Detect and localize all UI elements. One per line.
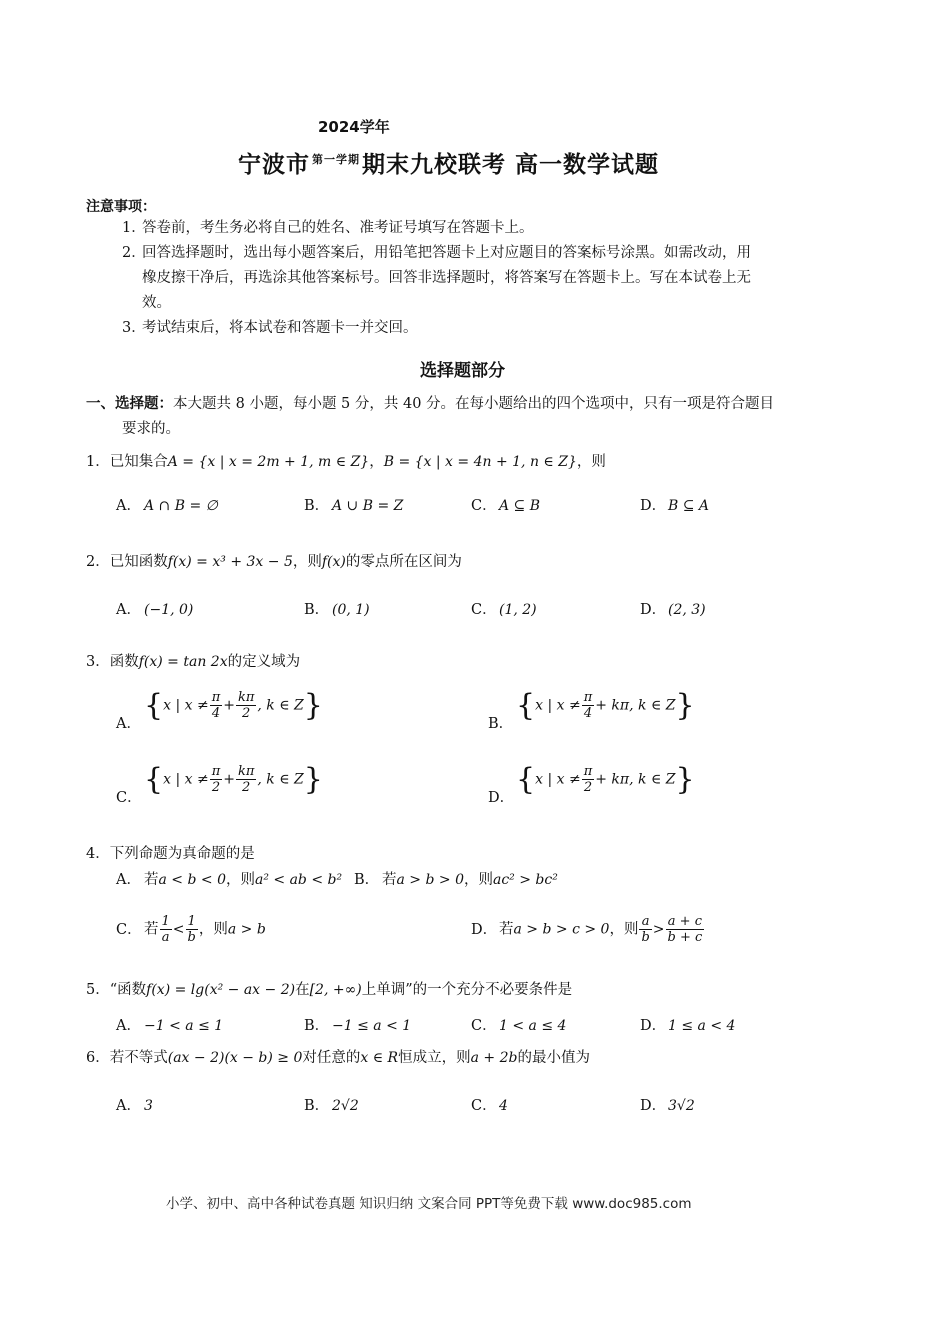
- option-label: C．: [116, 921, 142, 938]
- question-number: 2．: [86, 554, 110, 570]
- page-footer: 小学、初中、高中各种试卷真题 知识归纳 文案合同 PPT等免费下载 www.doc985.com: [166, 1196, 692, 1212]
- option-label: C．: [471, 498, 497, 514]
- option-math: a² < ab < b²: [254, 872, 343, 888]
- question-text: 在: [295, 982, 310, 998]
- question-3: [86, 650, 300, 671]
- question-text: 对任意的: [302, 1050, 361, 1066]
- option-math: 3: [144, 1098, 153, 1114]
- option-math: A ⊆ B: [499, 498, 541, 514]
- option-label: D．: [488, 789, 515, 806]
- option-label: B．: [304, 602, 330, 618]
- option-label: A．: [116, 715, 141, 732]
- question-text: “函数: [109, 982, 147, 998]
- option-math: a < b < 0: [158, 872, 226, 888]
- option-label: C．: [471, 1098, 497, 1114]
- option-label: A．: [116, 1098, 141, 1114]
- question-text: 恒成立，则: [398, 1050, 471, 1066]
- option-c[interactable]: [116, 762, 323, 807]
- option-label: A．: [116, 872, 141, 888]
- option-math: (−1, 0): [144, 602, 194, 618]
- option-math: $\frac{1}{a}$: [161, 914, 170, 945]
- question-number: 3．: [86, 654, 110, 670]
- title-term: 第一学期: [312, 153, 360, 166]
- option-c[interactable]: [471, 1014, 566, 1035]
- notice-item-text: 回答选择题时，选出每小题答案后，用铅笔把答题卡上对应题目的答案标号涂黑。如需改动，用: [142, 245, 751, 261]
- option-math: A ∩ B = ∅: [144, 498, 218, 514]
- option-math: {x | x ≠ $\frac{\pi}{4}$ + $\frac{k\pi}{2}$ , k ∈ Z}: [144, 688, 323, 723]
- option-math: (0, 1): [332, 602, 370, 618]
- option-d[interactable]: [640, 1094, 695, 1115]
- question-text: 上单调”的一个充分不必要条件是: [361, 982, 573, 998]
- option-label: D．: [640, 602, 667, 618]
- question-4: [86, 842, 255, 863]
- part-text: 本大题共 8 小题，每小题 5 分，共 40 分。在每小题给出的四个选项中，只有一项是符合题目: [173, 396, 775, 412]
- option-label: B．: [354, 872, 380, 888]
- option-label: C．: [471, 1018, 497, 1034]
- option-math: $\frac{a + c}{b + c}$: [667, 914, 703, 945]
- section-title: 选择题部分: [420, 361, 505, 381]
- question-text: ，则: [576, 454, 606, 470]
- option-math: B ⊆ A: [668, 498, 710, 514]
- option-math: −1 < a ≤ 1: [144, 1018, 224, 1034]
- question-text: ，则: [292, 554, 322, 570]
- option-a[interactable]: A． 若a < b < 0，则a² < ab < b²: [116, 868, 342, 889]
- option-math: (1, 2): [499, 602, 537, 618]
- option-label: B．: [304, 1098, 330, 1114]
- title-city: 宁波市: [238, 152, 310, 178]
- option-a[interactable]: [116, 494, 218, 515]
- question-5: [86, 978, 572, 999]
- question-text: 的零点所在区间为: [345, 554, 462, 570]
- math-expression: a + 2b: [470, 1050, 518, 1066]
- option-math: {x | x ≠ $\frac{\pi}{2}$ + kπ, k ∈ Z}: [516, 762, 695, 797]
- option-b[interactable]: [304, 1014, 411, 1035]
- option-math: $\frac{a}{b}$: [641, 914, 650, 945]
- option-math: (2, 3): [668, 602, 706, 618]
- question-text: 的定义域为: [227, 654, 301, 670]
- exam-year: 2024学年: [318, 118, 390, 136]
- option-math: ac² > bc²: [492, 872, 558, 888]
- question-text: ，: [369, 454, 384, 470]
- question-number: 4．: [86, 846, 110, 862]
- option-b[interactable]: [304, 494, 403, 515]
- math-expression: A = {x | x = 2m + 1, m ∈ Z}: [167, 454, 370, 470]
- option-label: D．: [640, 498, 667, 514]
- notice-item-continuation: 橡皮擦干净后，再选涂其他答案标号。回答非选择题时，将答案写在答题卡上。写在本试卷上无: [142, 270, 751, 286]
- option-b[interactable]: B． 若a > b > 0，则ac² > bc²: [354, 868, 558, 889]
- option-math: {x | x ≠ $\frac{\pi}{4}$ + kπ, k ∈ Z}: [516, 688, 695, 723]
- option-d[interactable]: [640, 494, 709, 515]
- option-math: −1 ≤ a < 1: [332, 1018, 412, 1034]
- notice-item-text: 考试结束后，将本试卷和答题卡一并交回。: [142, 320, 418, 336]
- math-expression: f(x) = lg(x² − ax − 2): [146, 982, 296, 998]
- option-b[interactable]: [304, 1094, 359, 1115]
- math-expression: (ax − 2)(x − b) ≥ 0: [167, 1050, 303, 1066]
- option-label: B．: [304, 1018, 330, 1034]
- option-label: C．: [471, 602, 497, 618]
- question-2: [86, 550, 462, 571]
- option-c[interactable]: [471, 1094, 508, 1115]
- math-expression: x ∈ R: [360, 1050, 399, 1066]
- notice-item-number: 1．: [122, 220, 146, 236]
- option-label: B．: [304, 498, 330, 514]
- option-math: 1 ≤ a < 4: [668, 1018, 736, 1034]
- option-math: 2√2: [332, 1098, 359, 1114]
- notice-heading: 注意事项：: [86, 199, 156, 215]
- option-d[interactable]: [640, 1014, 735, 1035]
- option-b[interactable]: [304, 598, 370, 619]
- option-label: C．: [116, 789, 142, 806]
- option-a[interactable]: [116, 598, 193, 619]
- option-label: D．: [640, 1098, 667, 1114]
- option-label: D．: [640, 1018, 667, 1034]
- option-c[interactable]: C． 若 $\frac{1}{a}$ < $\frac{1}{b}$ ，则a > b: [116, 914, 266, 945]
- option-math: a > b > 0: [396, 872, 464, 888]
- math-expression: f(x): [321, 554, 346, 570]
- question-number: 1．: [86, 454, 110, 470]
- question-1: [86, 450, 606, 471]
- question-number: 5．: [86, 982, 110, 998]
- option-math: a > b > c > 0: [513, 921, 610, 938]
- part-label: 一、选择题：: [86, 396, 173, 412]
- option-d[interactable]: D． 若a > b > c > 0，则 $\frac{a}{b}$ > $\frac{a + c}{b + c}$: [471, 914, 703, 945]
- option-c[interactable]: [471, 494, 540, 515]
- option-a[interactable]: [116, 688, 323, 733]
- option-label: A．: [116, 498, 141, 514]
- option-a[interactable]: [116, 1094, 153, 1115]
- option-b[interactable]: [488, 688, 695, 733]
- option-math: 4: [499, 1098, 508, 1114]
- question-number: 6．: [86, 1050, 110, 1066]
- notice-item-number: 2．: [122, 245, 146, 261]
- option-math: {x | x ≠ $\frac{\pi}{2}$ + $\frac{k\pi}{2}$ , k ∈ Z}: [144, 762, 323, 797]
- math-expression: f(x) = x³ + 3x − 5: [167, 554, 293, 570]
- question-text: 函数: [109, 654, 139, 670]
- option-label: A．: [116, 1018, 141, 1034]
- option-d[interactable]: [640, 598, 706, 619]
- option-math: A ∪ B = Z: [332, 498, 404, 514]
- question-6: [86, 1046, 590, 1067]
- notice-item: [122, 241, 867, 316]
- notice-item-continuation: 效。: [142, 295, 171, 311]
- option-math: 1 < a ≤ 4: [499, 1018, 567, 1034]
- option-d[interactable]: [488, 762, 695, 807]
- question-text: 下列命题为真命题的是: [109, 846, 255, 862]
- option-math: a > b: [227, 921, 266, 938]
- option-c[interactable]: [471, 598, 537, 619]
- question-text: 若不等式: [109, 1050, 168, 1066]
- math-expression: [2, +∞): [309, 982, 362, 998]
- exam-title: [238, 146, 659, 179]
- option-math: 3√2: [668, 1098, 695, 1114]
- math-expression: B = {x | x = 4n + 1, n ∈ Z}: [383, 454, 577, 470]
- question-text: 已知集合: [109, 454, 168, 470]
- question-text: 已知函数: [109, 554, 168, 570]
- option-math: $\frac{1}{b}$: [187, 914, 196, 945]
- part-instructions: [86, 392, 871, 442]
- option-label: A．: [116, 602, 141, 618]
- part-text-continuation: 要求的。: [122, 421, 180, 437]
- option-a[interactable]: [116, 1014, 223, 1035]
- notice-item: [122, 216, 867, 241]
- question-text: 的最小值为: [517, 1050, 590, 1066]
- title-main: 期末九校联考 高一数学试题: [362, 152, 660, 178]
- option-label: B．: [488, 715, 514, 732]
- math-expression: f(x) = tan 2x: [138, 654, 228, 670]
- option-label: D．: [471, 921, 498, 938]
- notice-item-number: 3．: [122, 320, 146, 336]
- notice-item-text: 答卷前，考生务必将自己的姓名、准考证号填写在答题卡上。: [142, 220, 534, 236]
- notice-item: [122, 316, 867, 341]
